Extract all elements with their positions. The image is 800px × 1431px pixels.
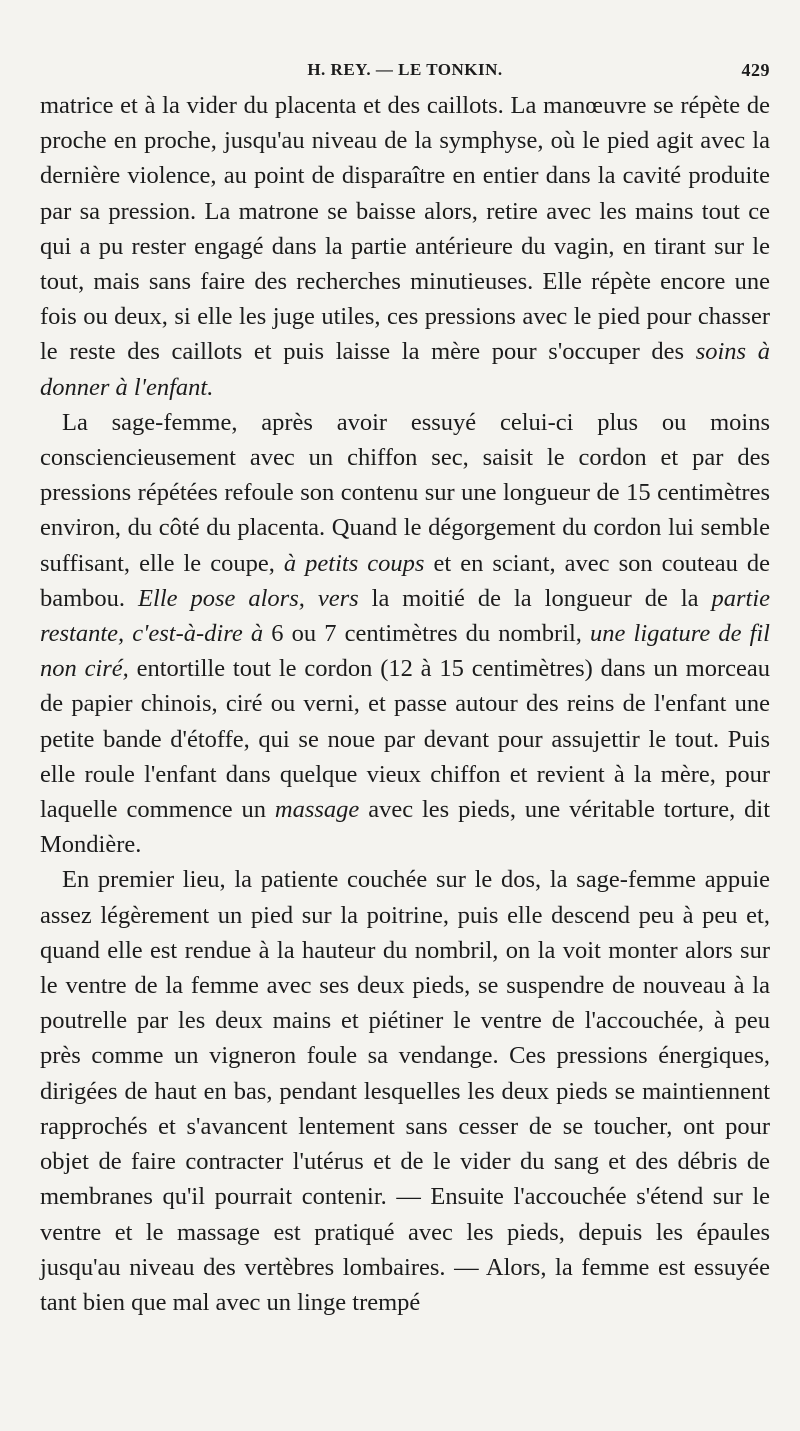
body-text: [40, 88, 770, 1320]
paragraph: [40, 862, 770, 1320]
text-run: 6 ou 7 centimètres du nombril,: [263, 620, 591, 648]
text-run: La sage-femme, après avoir essuyé celui-ci plus ou moins consciencieusement avec un chiffon sec, saisit le cordon et par des pressions répétées refoule son contenu sur une longueur de 15 centimètres environ, du côté du placenta. Quand le dégorgement du cordon lui semble suffisant, elle le coupe,: [40, 408, 770, 577]
italic-text: partie restante, c'est-à-dire à: [40, 584, 771, 648]
italic-text: soins à donner à l'enfant.: [40, 338, 770, 401]
running-title: H. REY. — LE TONKIN.: [307, 60, 503, 79]
paragraph: [40, 405, 770, 863]
italic-text: Elle pose alors, vers: [138, 584, 359, 612]
text-run: entortille tout le cordon (12 à 15 centimètres) dans un morceau de papier chinois, ciré ou verni, et passe autour des reins de l'enfant une petite bande d'étoffe, qui se noue par devant pour assujettir le tout. Puis elle roule l'enfant dans quelque vieux chiffon et revient à la mère, pour laquelle commence un: [40, 655, 770, 824]
text-run: En premier lieu, la patiente couchée sur le dos, la sage-femme appuie assez légèrement un pied sur la poitrine, puis elle descend peu à peu et, quand elle est rendue à la hauteur du nombril, on la voit monter alors sur le ventre de la femme avec ses deux pieds, se suspendre de nouveau à la poutrelle par les deux mains et piétiner le ventre de l'accouchée, à peu près comme un vigneron foule sa vendange. Ces pressions énergiques, dirigées de haut en bas, pendant lesquelles les deux pieds se maintiennent rapprochés et s'avancent lentement sans cesser de se toucher, ont pour objet de faire contracter l'utérus et de le vider du sang et des débris de membranes qu'il pourrait contenir. — Ensuite l'accouchée s'étend sur le ventre et le massage est pratiqué avec les pieds, depuis les épaules jusqu'au niveau des vertèbres lombaires. — Alors, la femme est essuyée tant bien que mal avec un linge trempé: [40, 866, 770, 1316]
page-number: 429: [741, 60, 770, 80]
text-run: et en sciant, avec son couteau de bambou.: [40, 549, 770, 612]
text-run: matrice et à la vider du placenta et des caillots. La manœuvre se répète de proche en proche, jusqu'au niveau de la symphyse, où le pied agit avec la dernière violence, au point de disparaître en entier dans la cavité produite par sa pression. La matrone se baisse alors, retire avec les mains tout ce qui a pu rester engagé dans la partie antérieure du vagin, en tirant sur le tout, mais sans faire des recherches minutieuses. Elle répète encore une fois ou deux, si elle les juge utiles, ces pressions avec le pied pour chasser le reste des caillots et puis laisse la mère pour s'occuper des: [40, 92, 770, 366]
italic-text: une ligature de fil non ciré,: [40, 620, 770, 683]
running-head: [40, 52, 770, 88]
text-run: avec les pieds, une véritable torture, dit Mondière.: [40, 796, 770, 859]
paragraph: [40, 88, 770, 405]
text-run: la moitié de la longueur de la: [358, 584, 712, 612]
italic-text: massage: [274, 796, 360, 824]
italic-text: à petits coups: [283, 549, 425, 577]
